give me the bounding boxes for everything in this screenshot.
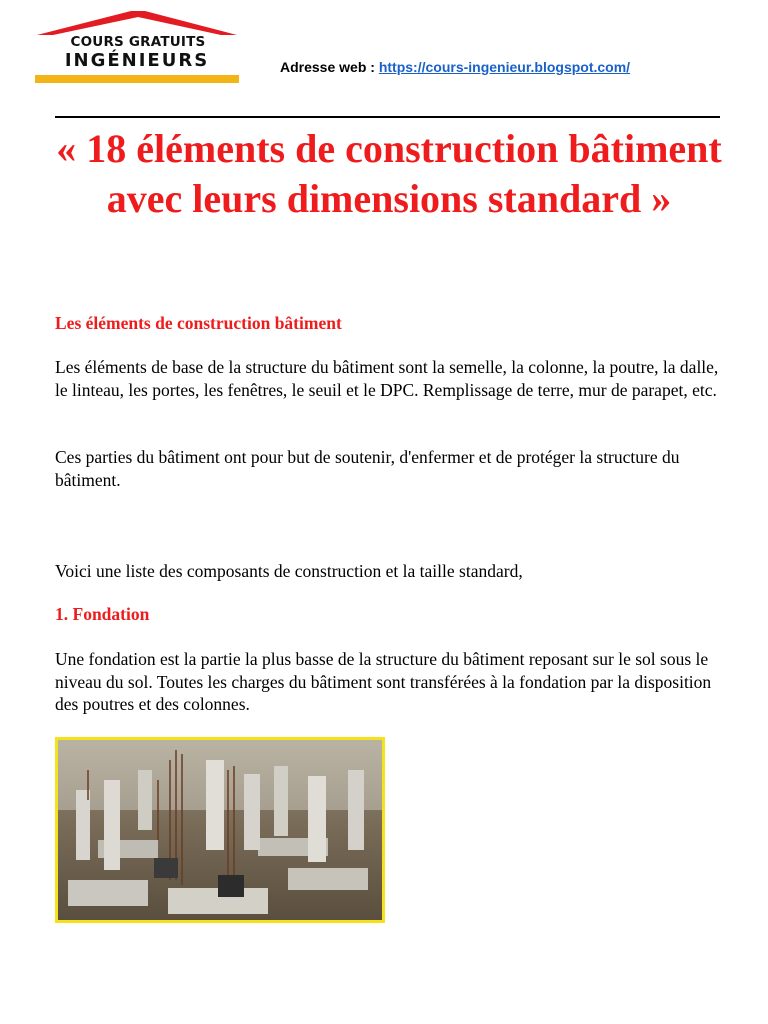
paragraph-fondation: Une fondation est la partie la plus basse de la structure du bâtiment reposant sur le sol sous le niveau du sol. Toutes les charges du bâtiment sont transférées à la fondation par la disposition des poutres et des colonnes. — [55, 649, 712, 714]
web-address-link[interactable]: https://cours-ingenieur.blogspot.com/ — [378, 59, 631, 75]
section-heading: Les éléments de construction bâtiment — [55, 313, 342, 333]
heading-fondation: 1. Fondation — [55, 604, 150, 624]
logo-line2: INGÉNIEURS — [64, 50, 210, 71]
logo-bar — [35, 75, 239, 83]
paragraph-elements: Les éléments de base de la structure du bâtiment sont la semelle, la colonne, la poutre, la dalle, le linteau, les portes, les fenêtres, le seuil et le DPC. Remplissage de terre, mur de parapet, etc. — [55, 357, 719, 400]
paragraph-purpose: Ces parties du bâtiment ont pour but de soutenir, d'enfermer et de protéger la structure du bâtiment. — [55, 447, 680, 490]
web-address — [280, 59, 630, 75]
site-logo[interactable] — [33, 9, 241, 85]
paragraph-list-intro: Voici une liste des composants de construction et la taille standard, — [55, 561, 523, 581]
document-title: « 18 éléments de construction bâtiment avec leurs dimensions standard » — [56, 126, 722, 221]
foundation-photo — [55, 737, 385, 923]
web-address-label: Adresse web : — [280, 59, 379, 75]
header-divider — [55, 116, 720, 118]
logo-line1: COURS GRATUITS — [70, 34, 206, 50]
